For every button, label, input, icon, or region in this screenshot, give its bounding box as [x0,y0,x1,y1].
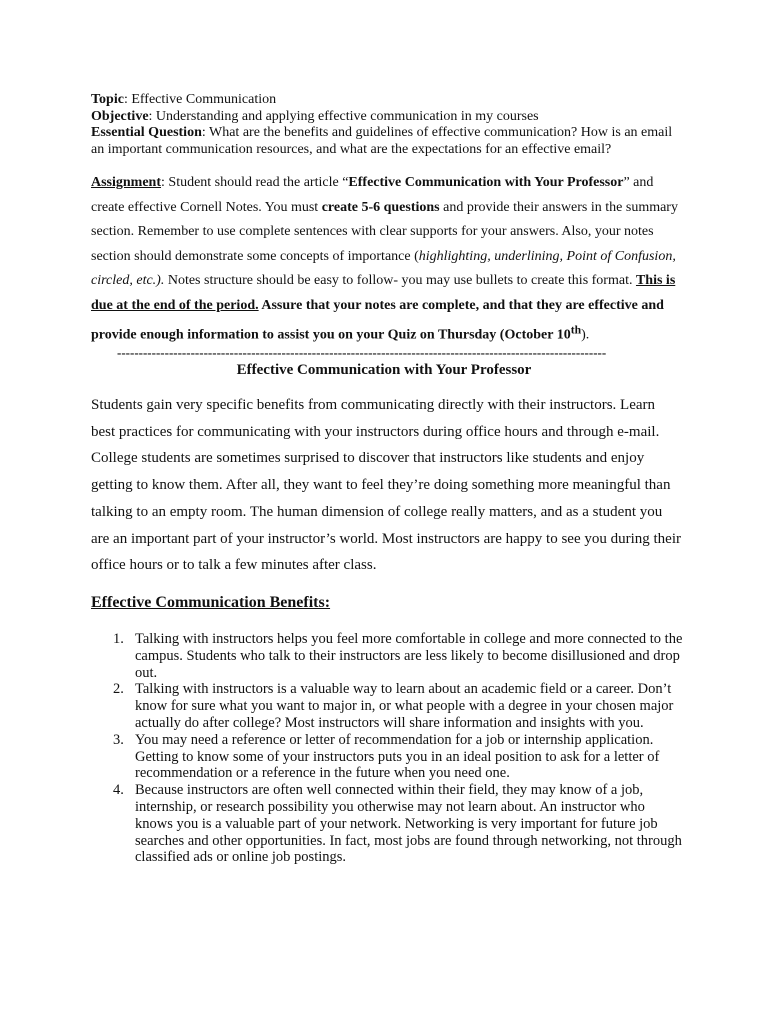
article-title: Effective Communication with Your Professor [348,175,624,190]
list-item-text: Because instructors are often well connected within their field, they may know of a job, internship, or research possibility you otherwise may not learn about. An instructor who knows you is a valuable part of your network. Networking is very important for future job searches and other opportunities. In fact, most jobs are found through networking, not through classified ads or online job postings. [135,782,682,866]
benefits-heading: Effective Communication Benefits: [91,594,331,611]
objective-label: Objective [91,108,149,124]
list-item [113,732,683,782]
assignment-text-end: ). [581,327,590,343]
importance-examples: highlighting, underlining, Point of Confusion, circled, etc.). [91,248,676,288]
assignment-text-4: Notes structure should be easy to follow- you may use bullets to create this format. [164,273,636,288]
article-heading: Effective Communication with Your Professor [236,362,532,378]
objective-line [91,109,681,126]
topic-line [91,92,681,109]
assignment-label: Assignment [91,175,162,190]
list-number: 1. [113,631,124,647]
list-item [113,631,683,681]
header-block [91,92,681,158]
list-number: 4. [113,782,124,799]
list-number: 2. [113,681,124,698]
assignment-text-3: and provide their answers in the summary section. Remember to use complete sentences with clear supports for your answers. Also, your notes section should demonstrate some concepts of importance ( [91,199,678,264]
due-notice: This is due at the end of the period. [91,273,676,313]
benefits-list [113,631,683,866]
assignment-text-1: : Student should read the article “ [161,175,349,190]
list-item-text: Talking with instructors helps you feel more comfortable in college and more connected to the campus. Students who talk to their instructors are less likely to become disillusioned and drop out. [135,631,683,681]
list-item-text: Talking with instructors is a valuable way to learn about an academic field or a career. Don’t know for sure what you want to major in, or what people with a degree in your chosen major actually do after college? Most instructors will share information and insights with you. [135,681,674,731]
topic-label: Topic [91,92,124,107]
assurance-text: Assure that your notes are complete, and that they are effective and provide enough information to assist you on your Quiz on Thursday (October 10 [91,297,664,343]
essential-question-label: Essential Question [91,125,202,140]
date-superscript: th [570,323,582,336]
questions-requirement: create 5-6 questions [321,199,440,215]
essential-question-text: : What are the benefits and guidelines of effective communication? How is an email an important communication resources, and what are the expectations for an effective email? [91,125,673,157]
assignment-text-2: ” and create effective Cornell Notes. You must [91,175,654,215]
list-item [113,681,683,731]
assignment-paragraph [91,171,681,348]
essential-question-line [91,125,681,158]
list-item [113,782,683,866]
intro-paragraph: Students gain very specific benefits from communicating directly with their instructors. Learn best practices for communicating with your instructors during office hours and through e-mail. College students are sometimes surprised to discover that instructors like students and enjoy getting to know them. After all, they want to feel they’re doing something more meaningful than talking to an empty room. The human dimension of college really matters, and as a student you are an important part of your instructor’s world. Most instructors are happy to see you during their office hours or to talk a few minutes after class. [91,397,682,574]
list-number: 3. [113,731,124,748]
objective-text: : Understanding and applying effective communication in my courses [148,108,539,124]
dashed-separator: ----------------------------------------------------------------------------------------------------------------- [117,345,607,360]
list-item-text: You may need a reference or letter of recommendation for a job or internship application. Getting to know some of your instructors puts you in an ideal position to ask for a letter of recommendation or a reference in the future when you need one. [135,731,660,782]
topic-text: : Effective Communication [123,92,277,107]
